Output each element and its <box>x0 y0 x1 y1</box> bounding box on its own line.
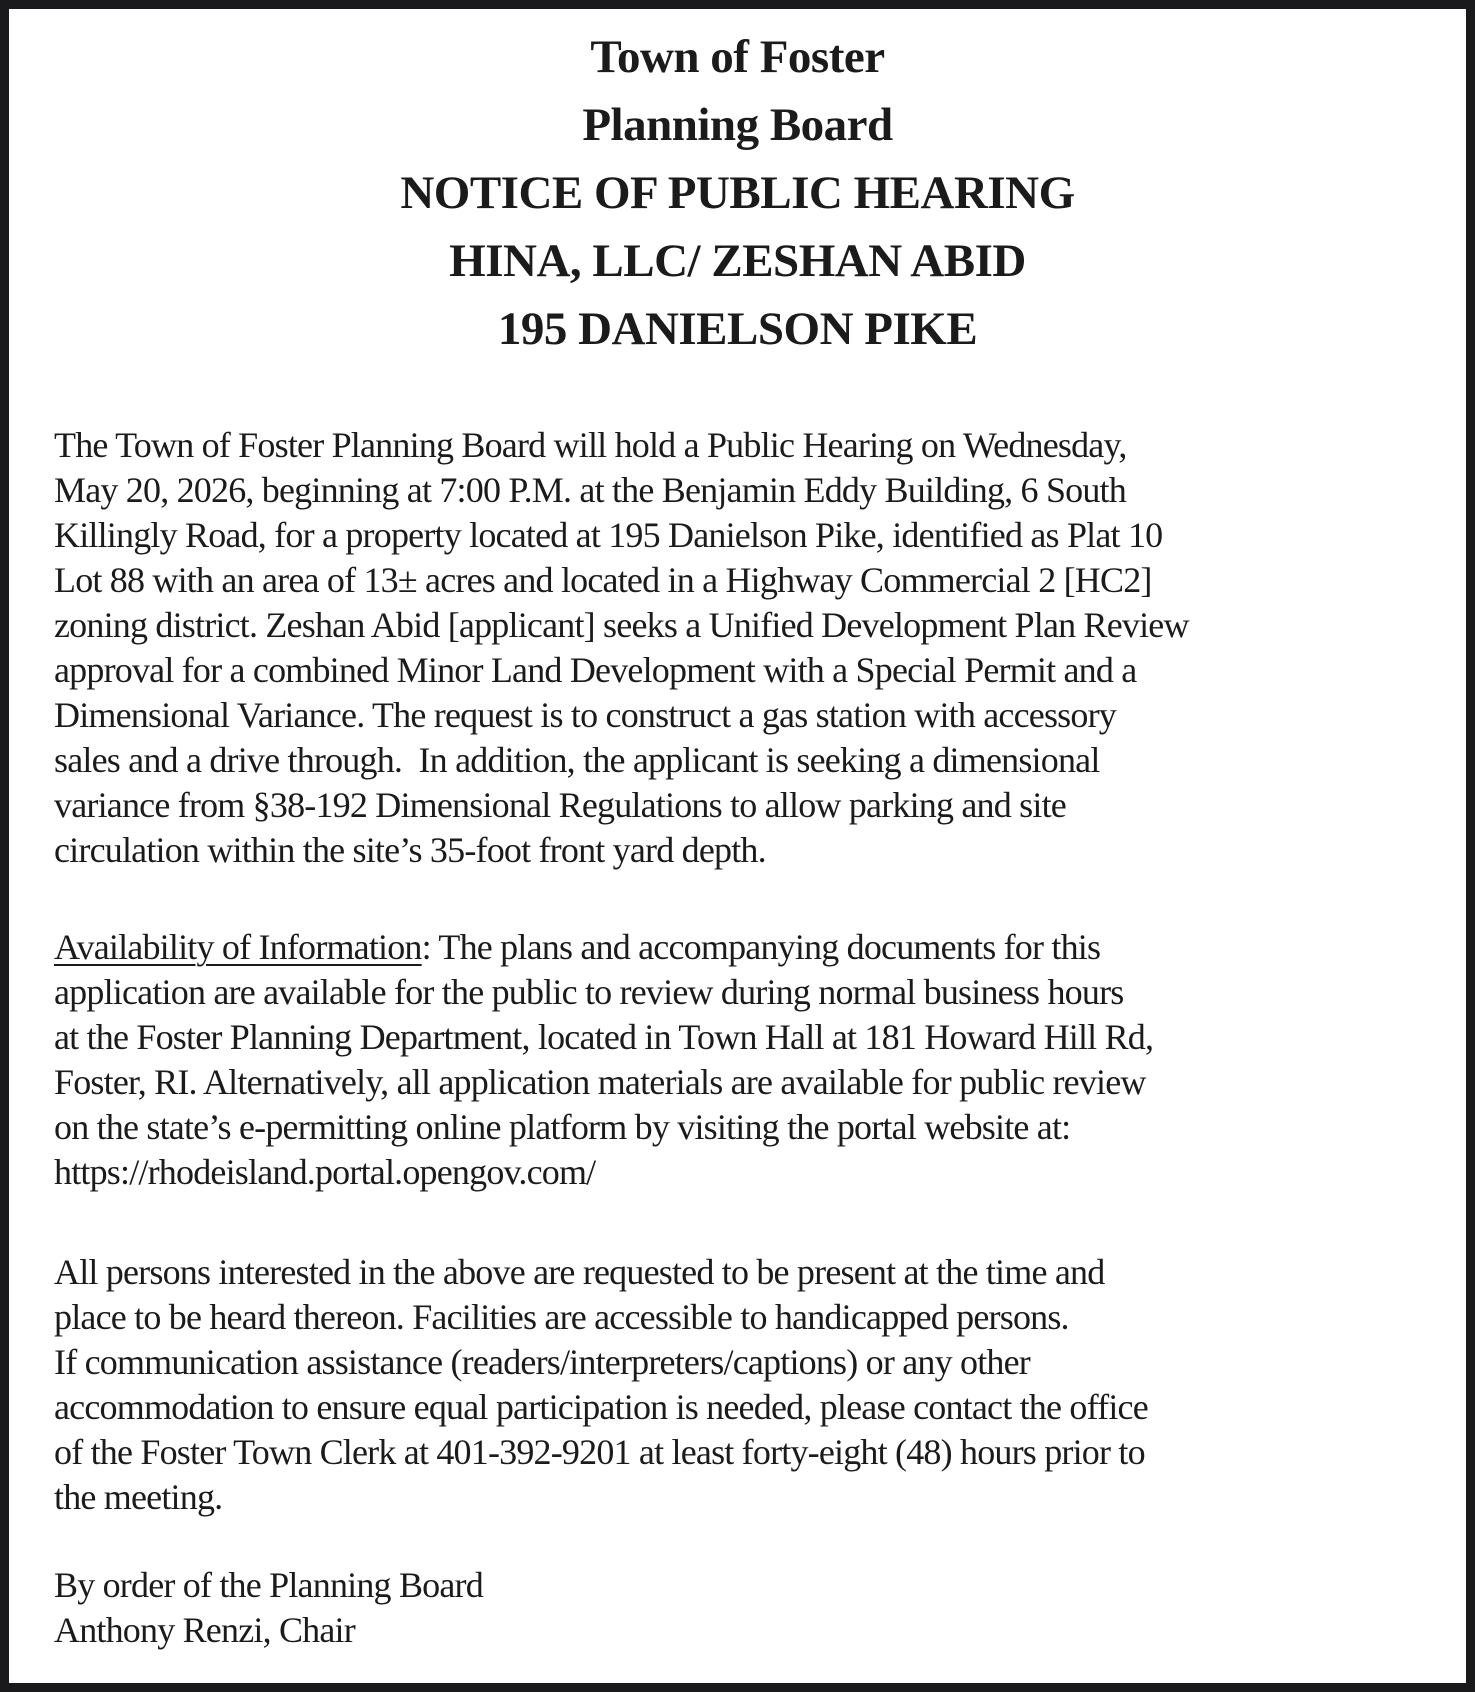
paragraph-availability <box>54 925 1448 1195</box>
notice-masthead: Town of Foster Planning Board NOTICE OF PUBLIC HEARING HINA, LLC/ ZESHAN ABID 195 DANIELSON PIKE <box>400 31 1075 355</box>
paragraph-accessibility: All persons interested in the above are requested to be present at the time and place to be heard thereon. Facilities are accessible to handicapped persons. If communication assistance (readers/interpreters/captions) or any other accommodation to ensure equal participation is needed, please contact the office of the Foster Town Clerk at 401-392-9201 at least forty-eight (48) hours prior to the meeting. <box>54 1252 1148 1517</box>
availability-heading: Availability of Information <box>54 927 422 967</box>
notice-body <box>54 423 1448 1653</box>
portal-url: https://rhodeisland.portal.opengov.com/ <box>54 1152 596 1192</box>
availability-text: : The plans and accompanying documents for this application are available for the public to review during normal business hours at the Foster Planning Department, located in Town Hall at 181 Howard Hill Rd, Foster, RI. Alternatively, all application materials are available for public review on the state’s e-permitting online platform by visiting the portal website at: <box>54 927 1154 1147</box>
paragraph-hearing-details: The Town of Foster Planning Board will hold a Public Hearing on Wednesday, May 20, 2026, beginning at 7:00 P.M. at the Benjamin Eddy Building, 6 South Killingly Road, for a property located at 195 Danielson Pike, identified as Plat 10 Lot 88 with an area of 13± acres and located in a Highway Commercial 2 [HC2] zoning district. Zeshan Abid [applicant] seeks a Unified Development Plan Review approval for a combined Minor Land Development with a Special Permit and a Dimensional Variance. The request is to construct a gas station with accessory sales and a drive through. In addition, the applicant is seeking a dimensional variance from §38-192 Dimensional Regulations to allow parking and site circulation within the site’s 35-foot front yard depth. <box>54 425 1189 870</box>
paragraph-signature: By order of the Planning Board Anthony Renzi, Chair <box>54 1565 483 1650</box>
